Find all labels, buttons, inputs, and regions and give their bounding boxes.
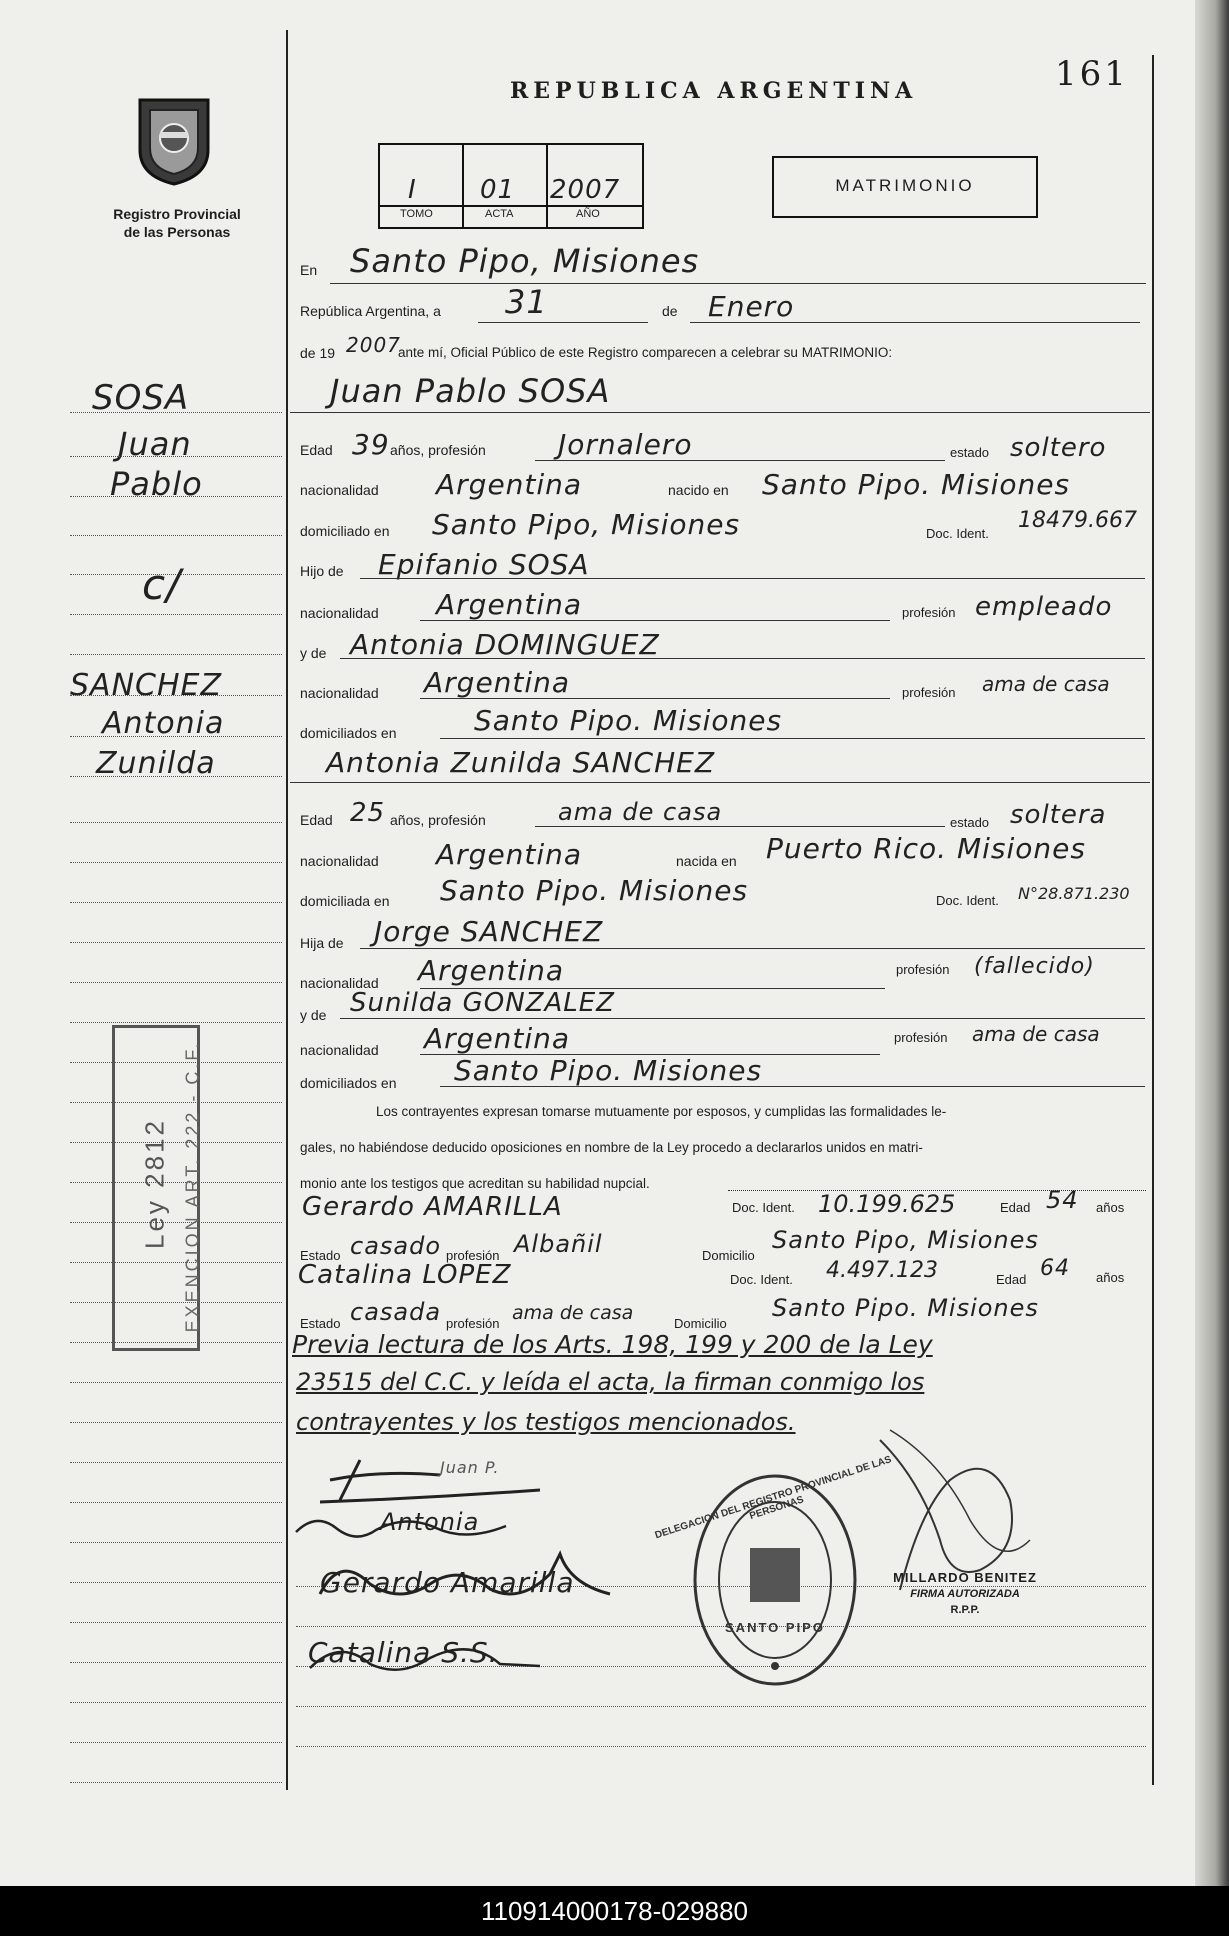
republica-label: República Argentina, a <box>300 303 441 319</box>
bride-mother-nat-label: nacionalidad <box>300 1042 379 1058</box>
groom-father: Epifanio SOSA <box>378 548 590 581</box>
witness2-estado-label: Estado <box>300 1316 341 1331</box>
margin-con: c/ <box>142 560 182 609</box>
witness1-civil-status: casado <box>350 1232 442 1260</box>
groom-father-prof-label: profesión <box>902 605 956 620</box>
groom-father-profession: empleado <box>975 592 1113 622</box>
witness1-address: Santo Pipo, Misiones <box>772 1226 1039 1254</box>
bride-civil-status: soltera <box>1010 800 1107 830</box>
witness1-doc-label: Doc. Ident. <box>732 1200 795 1215</box>
closing-line3: contrayentes y los testigos mencionados. <box>296 1408 796 1436</box>
anio-label: AÑO <box>576 208 600 220</box>
statement-line2: gales, no habiéndose deducido oposiciones en nombre de la Ley procedo a declararlos unidos en matri- <box>300 1140 923 1155</box>
witness1-domicilio-label: Domicilio <box>702 1248 755 1263</box>
bride-address: Santo Pipo. Misiones <box>440 874 749 907</box>
witness2-address: Santo Pipo. Misiones <box>772 1294 1039 1322</box>
barcode-id-footer: 110914000178-029880 <box>0 1886 1229 1936</box>
witness1-edad-label: Edad <box>1000 1200 1031 1215</box>
official-block <box>880 1570 1050 1618</box>
registry-name: Registro Provincial de las Personas <box>113 206 241 240</box>
witness1-profession: Albañil <box>514 1230 603 1258</box>
official-seal <box>653 1454 893 1690</box>
comparecen-label: ante mí, Oficial Público de este Registro comparecen a celebrar su MATRIMONIO: <box>398 345 893 360</box>
bride-father: Jorge SANCHEZ <box>374 915 604 948</box>
margin-given1: Juan <box>118 425 192 463</box>
page-edge <box>1195 0 1229 1886</box>
witness2-edad-label: Edad <box>996 1272 1027 1287</box>
groom-father-nationality: Argentina <box>436 588 583 621</box>
witness2-profession: ama de casa <box>512 1302 634 1324</box>
groom-nat-label: nacionalidad <box>300 482 379 498</box>
groom-name: Juan Pablo SOSA <box>330 372 611 410</box>
margin-bride-given1: Antonia <box>102 706 225 741</box>
signature-bride: Antonia <box>380 1508 480 1536</box>
witness2-age: 64 <box>1040 1256 1070 1281</box>
bride-parents-address: Santo Pipo. Misiones <box>454 1054 763 1087</box>
bride-profession: ama de casa <box>558 798 723 826</box>
witness2-doc-label: Doc. Ident. <box>730 1272 793 1287</box>
groom-doc-label: Doc. Ident. <box>926 526 989 541</box>
seal-ring-text: DELEGACION DEL REGISTRO PROVINCIAL DE LAS PERSONAS <box>653 1454 893 1542</box>
witness2-civil-status: casada <box>350 1298 442 1326</box>
de-label: de <box>662 303 678 319</box>
acta-label: ACTA <box>485 208 514 220</box>
groom-nationality: Argentina <box>436 468 583 501</box>
witness1-age: 54 <box>1046 1186 1079 1214</box>
bride-father-nationality: Argentina <box>418 954 565 987</box>
groom-parents-address: Santo Pipo. Misiones <box>474 704 783 737</box>
witness1-estado-label: Estado <box>300 1248 341 1263</box>
bride-yde-label: y de <box>300 1007 327 1023</box>
page-number: 161 <box>1055 54 1129 94</box>
groom-mother: Antonia DOMINGUEZ <box>350 628 660 661</box>
witness2-name: Catalina LOPEZ <box>298 1260 512 1290</box>
margin-surname: SOSA <box>92 378 190 418</box>
year-prefix-label: de 19 <box>300 345 336 361</box>
act-type: MATRIMONIO <box>835 176 975 195</box>
groom-estado-label: estado <box>950 445 990 460</box>
bride-hija-label: Hija de <box>300 935 344 951</box>
intro-day: 31 <box>505 283 548 321</box>
witness1-name: Gerardo AMARILLA <box>302 1192 563 1222</box>
bride-nacida-label: nacida en <box>676 853 737 869</box>
bride-dom-label: domiciliada en <box>300 893 390 909</box>
closing-line2: 23515 del C.C. y leída el acta, la firman conmigo los <box>296 1368 925 1396</box>
intro-place: Santo Pipo, Misiones <box>350 242 700 280</box>
bride-doc-label: Doc. Ident. <box>936 893 999 908</box>
en-label: En <box>300 262 318 278</box>
bride-age: 25 <box>350 798 386 828</box>
registry-emblem-icon <box>130 92 218 188</box>
bride-mother-nationality: Argentina <box>424 1022 571 1055</box>
bride-father-nat-label: nacionalidad <box>300 975 379 991</box>
bride-mother-prof-label: profesión <box>894 1030 948 1045</box>
groom-doc: 18479.667 <box>1018 508 1137 533</box>
record-number-box <box>378 143 644 229</box>
intro-year: 2007 <box>346 333 401 357</box>
bride-nationality: Argentina <box>436 838 583 871</box>
bride-mother: Sunilda GONZALEZ <box>350 988 615 1018</box>
right-margin-line <box>1152 55 1154 1785</box>
witness2-prof-label: profesión <box>446 1316 500 1331</box>
bride-mother-profession: ama de casa <box>972 1022 1100 1046</box>
bride-edad-label: Edad <box>300 812 333 828</box>
margin-bride-given2: Zunilda <box>96 746 216 781</box>
bride-anos-label: años, profesión <box>390 812 486 828</box>
anio-value: 2007 <box>550 175 621 205</box>
groom-mother-nationality: Argentina <box>424 666 571 699</box>
official-name: MILLARDO BENITEZ <box>893 1570 1037 1585</box>
groom-address: Santo Pipo, Misiones <box>432 508 741 541</box>
witness1-doc: 10.199.625 <box>818 1190 956 1218</box>
groom-mother-profession: ama de casa <box>982 672 1110 696</box>
witness1-prof-label: profesión <box>446 1248 500 1263</box>
margin-given2: Pablo <box>110 465 203 503</box>
margin-bride-surname: SANCHEZ <box>70 668 223 703</box>
seal-center-text: SANTO PIPO <box>725 1620 825 1635</box>
groom-mother-prof-label: profesión <box>902 685 956 700</box>
exemption-stamp: Ley 2812 EXENCION ART. 222 - C.F. <box>112 1025 200 1351</box>
groom-anos-label: años, profesión <box>390 442 486 458</box>
bride-doc: N°28.871.230 <box>1018 884 1130 903</box>
groom-edad-label: Edad <box>300 442 333 458</box>
signature-witness2: Catalina S.S. <box>308 1636 499 1669</box>
groom-parents-dom-label: domiciliados en <box>300 725 397 741</box>
groom-birthplace: Santo Pipo. Misiones <box>762 468 1071 501</box>
groom-mother-nat-label: nacionalidad <box>300 685 379 701</box>
groom-civil-status: soltero <box>1010 433 1107 463</box>
bride-father-profession: (fallecido) <box>974 954 1095 979</box>
bride-father-prof-label: profesión <box>896 962 950 977</box>
bride-nat-label: nacionalidad <box>300 853 379 869</box>
closing-line1: Previa lectura de los Arts. 198, 199 y 200 de la Ley <box>292 1330 933 1359</box>
groom-father-nat-label: nacionalidad <box>300 605 379 621</box>
bride-birthplace: Puerto Rico. Misiones <box>766 832 1086 865</box>
signature-groom-icon <box>300 1450 560 1510</box>
witness1-anos-label: años <box>1096 1200 1125 1215</box>
tomo-label: TOMO <box>400 208 433 220</box>
witness2-domicilio-label: Domicilio <box>674 1316 727 1331</box>
signature-groom: Juan P. <box>440 1458 500 1477</box>
tomo-value: I <box>408 175 417 205</box>
statement-line1: Los contrayentes expresan tomarse mutuamente por esposos, y cumplidas las formalidades le- <box>376 1104 947 1119</box>
witness2-anos-label: años <box>1096 1270 1125 1285</box>
official-title: FIRMA AUTORIZADA <box>910 1588 1020 1600</box>
groom-hijo-label: Hijo de <box>300 563 344 579</box>
country-title: REPUBLICA ARGENTINA <box>510 78 918 104</box>
signature-witness1: Gerardo Amarilla <box>320 1566 575 1599</box>
official-org: R.P.P. <box>950 1604 980 1616</box>
bride-parents-dom-label: domiciliados en <box>300 1075 397 1091</box>
statement-line3: monio ante los testigos que acreditan su habilidad nupcial. <box>300 1176 650 1191</box>
witness2-doc: 4.497.123 <box>826 1258 938 1283</box>
intro-month: Enero <box>708 290 795 323</box>
acta-value: 01 <box>480 175 516 205</box>
groom-yde-label: y de <box>300 645 327 661</box>
act-type-box <box>772 156 1038 218</box>
groom-nacido-label: nacido en <box>668 482 729 498</box>
groom-dom-label: domiciliado en <box>300 523 390 539</box>
bride-estado-label: estado <box>950 815 990 830</box>
groom-profession: Jornalero <box>558 428 693 461</box>
bride-name: Antonia Zunilda SANCHEZ <box>326 746 716 779</box>
groom-age: 39 <box>352 428 390 461</box>
